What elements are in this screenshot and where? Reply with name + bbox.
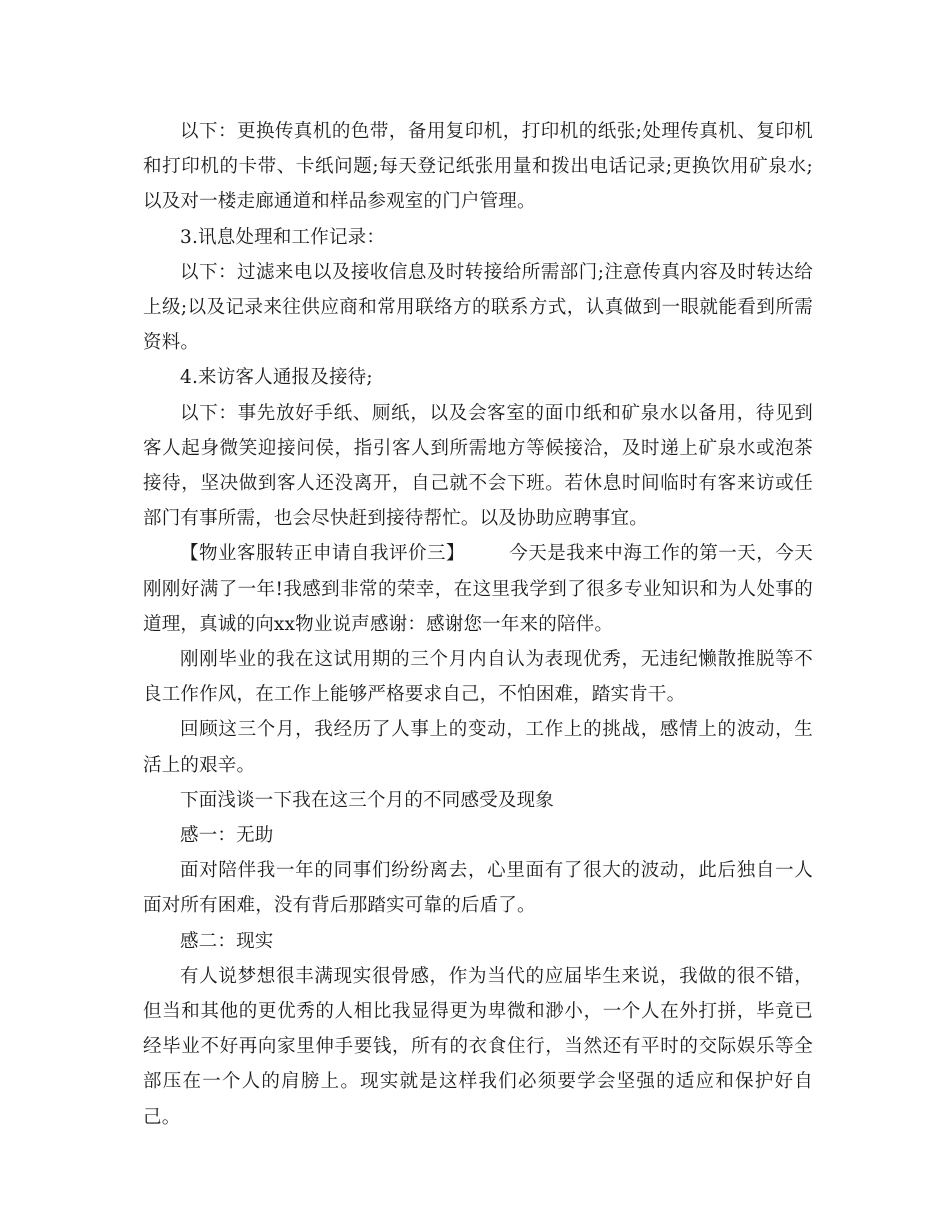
heading-visitor-reception: 4.来访客人通报及接待; [180,367,373,389]
paragraph-message-handling: 以下：过滤来电以及接收信息及时转接给所需部门;注意传真内容及时转达给上级;以及记录来往供应商和常用联络方的联系方式，认真做到一眼就能看到所需资料。 [143,261,813,354]
heading-message-handling: 3.讯息处理和工作记录： [180,226,386,248]
paragraph-feelings-intro: 下面浅谈一下我在这三个月的不同感受及现象 [180,789,555,811]
paragraph-three-months-review: 回顾这三个月，我经历了人事上的变动，工作上的挑战，感情上的波动，生活上的艰辛。 [143,719,813,776]
heading-feeling-two: 感二：现实 [180,930,274,952]
section-first-sentence: 今天是我来中海工作的第一天，今天刚刚好满了一年!我感到非常的荣幸，在这里我学到了很多专业知识和为人处事的道理，真诚的向xx物业说声感谢：感谢您一年来的陪伴。 [143,543,813,635]
heading-feeling-one: 感一：无助 [180,825,274,847]
paragraph-probation-performance: 刚刚毕业的我在这试用期的三个月内自认为表现优秀，无违纪懒散推脱等不良工作作风，在工作上能够严格要求自己，不怕困难，踏实肯干。 [143,649,813,706]
paragraph-visitor-reception: 以下：事先放好手纸、厕纸，以及会客室的面巾纸和矿泉水以备用，待见到客人起身微笑迎接问侯，指引客人到所需地方等候接洽，及时递上矿泉水或泡茶接待，坚决做到客人还没离开，自己就不会下班。若休息时间临时有客来访或任部门有事所需，也会尽快赶到接待帮忙。以及协助应聘事宜。 [143,402,813,530]
paragraph-office-equipment: 以下：更换传真机的色带，备用复印机，打印机的纸张;处理传真机、复印机和打印机的卡带、卡纸问题;每天登记纸张用量和拨出电话记录;更换饮用矿泉水;以及对一楼走廊通道和样品参观室的门户管理。 [143,121,813,213]
document-body [143,114,813,1135]
paragraph-feeling-two: 有人说梦想很丰满现实很骨感，作为当代的应届毕生来说，我做的很不错，但当和其他的更优秀的人相比我显得更为卑微和渺小，一个人在外打拼，毕竟已经毕业不好再向家里伸手要钱，所有的衣食住行，当然还有平时的交际娱乐等全部压在一个人的肩膀上。现实就是这样我们必须要学会坚强的适应和保护好自己。 [143,965,813,1128]
paragraph-feeling-one: 面对陪伴我一年的同事们纷纷离去，心里面有了很大的波动，此后独自一人面对所有困难，没有背后那踏实可靠的后盾了。 [143,860,813,917]
paragraph-section-three-intro [143,536,813,642]
section-title: 【物业客服转正申请自我评价三】 [180,543,465,565]
